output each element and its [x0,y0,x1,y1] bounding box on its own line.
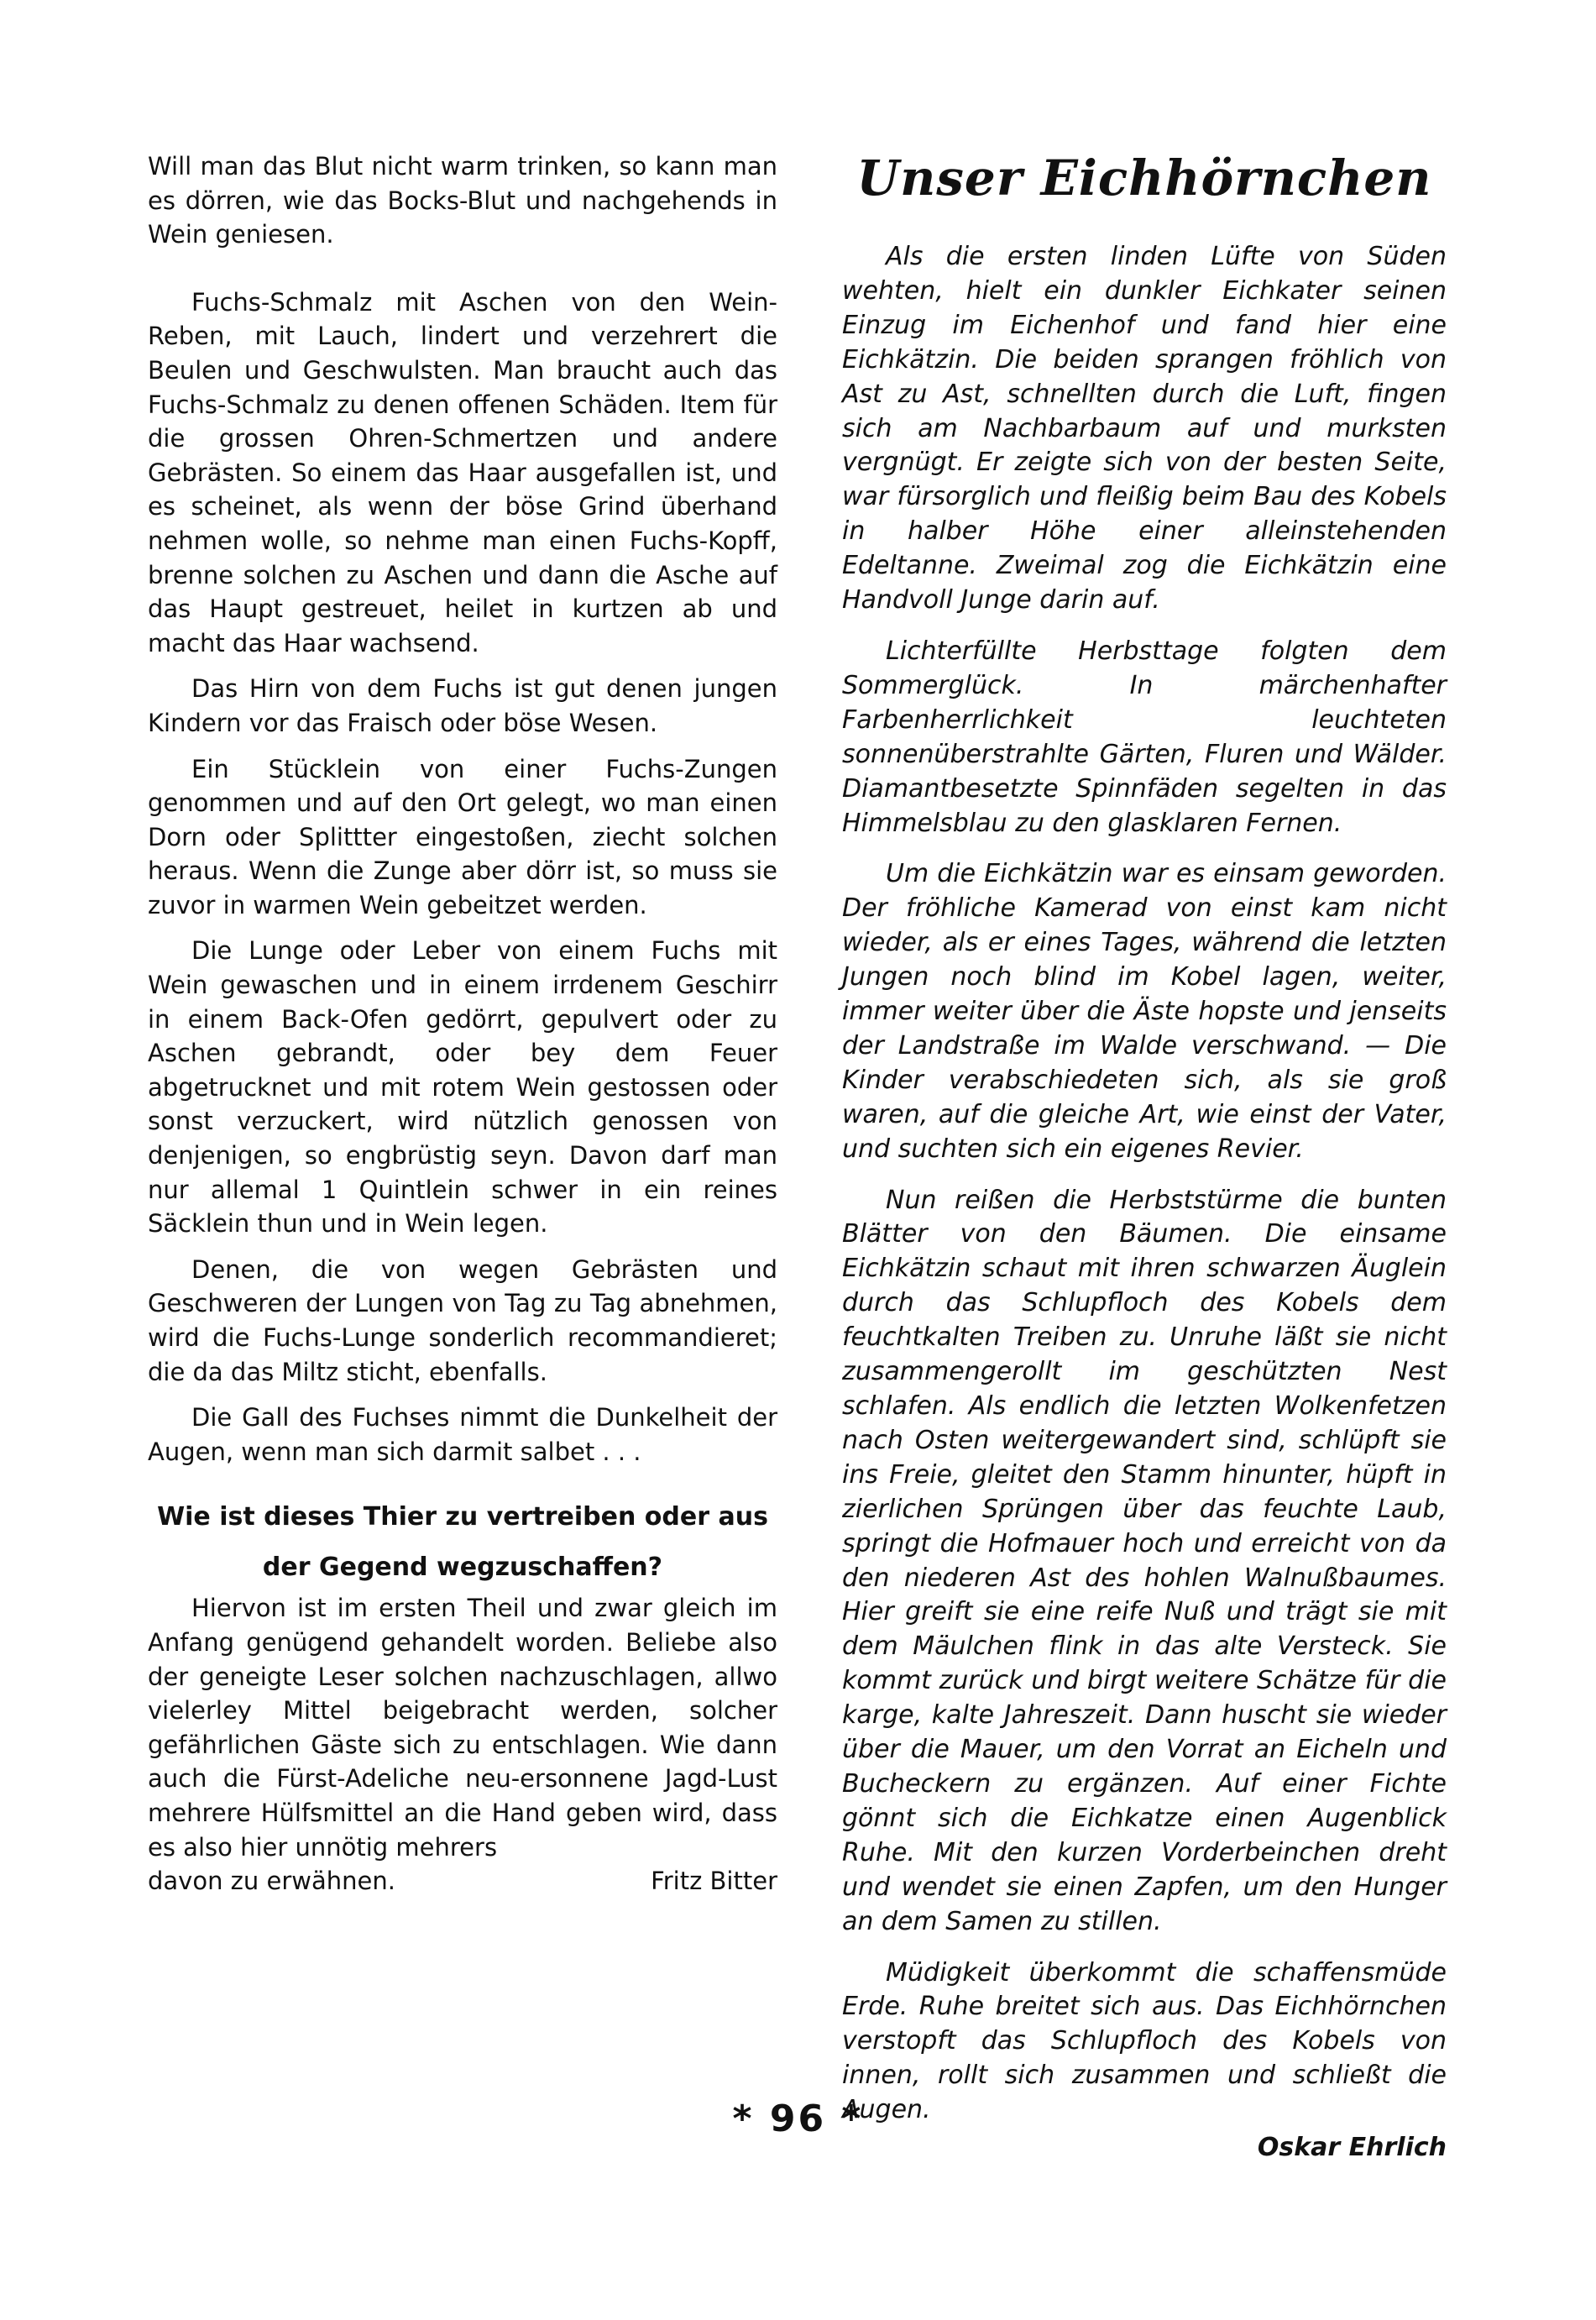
closing-line: davon zu erwähnen. [148,1867,395,1896]
paragraph-rest: Müdigkeit überkommt die schaffensmüde Erde. Ruhe breitet sich aus. Das Eichhörnchen verstopft das Schlupfloch des Kobels von innen, rollt sich zusammen und schließt die Augen. [842,1957,1447,2125]
paragraph-fox-gall: Die Gall des Fuchses nimmt die Dunkelheit der Augen, wenn man sich darmit salbet . . . [148,1403,777,1466]
paragraph-fox-lung-liver: Die Lunge oder Leber von einem Fuchs mit Wein gewaschen und in einem irrdenem Geschirr in einem Back-Ofen gedörrt, gepulvert oder zu Aschen gebrandt, oder bey dem Feuer abgetrucknet und mit rotem Wein gestossen oder sonst verzuckert, wird nützlich genossen von denjenigen, so engbrüstig seyn. Davon darf man nur allemal 1 Quintlein schwer in ein reines Säcklein thun und in Wein legen. [148,936,777,1239]
paragraph-fox-tongue: Ein Stücklein von einer Fuchs-Zungen genommen und auf den Ort gelegt, wo man einen Dorn oder Splittter eingestoßen, ziecht solchen heraus. Wenn die Zunge aber dörr ist, so muss sie zuvor in warmen Wein gebeitzet werden. [148,754,777,919]
paragraph-autumn-days: Lichterfüllte Herbsttage folgten dem Sommerglück. In märchenhafter Farbenherrlichkeit leuchteten sonnenüberstrahlte Gärten, Fluren und Wälder. Diamantbesetzte Spinnfäden segelten in das Himmelsblau zu den glasklaren Fernen. [842,636,1447,838]
signature-row [148,1864,777,1898]
left-column [148,149,777,1898]
paragraph-fox-brain: Das Hirn von dem Fuchs ist gut denen jungen Kindern vor das Fraisch oder böse Wesen. [148,674,777,737]
paragraph-removal: Hiervon ist im ersten Theil und zwar gleich im Anfang genügend gehandelt worden. Beliebe also der geneigte Leser solchen nachzuschlagen, allwo vielerley Mittel beigebracht werden, solcher gefährlichen Gäste sich zu entschlagen. Wie dann auch die Fürst-Adeliche neu-ersonnene Jagd-Lust mehrere Hülfsmittel an die Hand geben wird, dass es also hier unnötig mehrers [148,1594,777,1862]
paragraph-blood: Will man das Blut nicht warm trinken, so kann man es dörren, wie das Bocks-Blut und nachgehends in Wein geniesen. [148,152,777,249]
paragraph-fox-lard: Fuchs-Schmalz mit Aschen von den Wein-Reben, mit Lauch, lindert und verzehrert die Beulen und Geschwulsten. Man braucht auch das Fuchs-Schmalz zu denen offenen Schäden. Item für die grossen Ohren-Schmertzen und andere Gebrästen. So einem das Haar ausgefallen ist, und es scheinet, als wenn der böse Grind überhand nehmen wolle, so nehme man einen Fuchs-Kopff, brenne solchen zu Aschen und dann die Asche auf das Haupt gestreuet, heilet in kurtzen ab und macht das Haar wachsend. [148,287,777,657]
page-number: * 96 * [732,2097,864,2140]
right-column [842,149,1447,2166]
paragraph-loneliness: Um die Eichkätzin war es einsam geworden. Der fröhliche Kamerad von einst kam nicht wieder, als er eines Tages, während die letzten Jungen noch blind im Kobel lagen, weiter, immer weiter über die Äste hopste und jenseits der Landstraße im Walde verschwand. — Die Kinder verabschiedeten sich, als sie groß waren, auf die gleiche Art, wie einst der Vater, und suchten sich ein eigenes Revier. [842,859,1447,1164]
section-heading-line-2: der Gegend wegzuschaffen? [262,1553,663,1583]
paragraph-spring: Als die ersten linden Lüfte von Süden wehten, hielt ein dunkler Eichkater seinen Einzug im Eichenhof und fand hier eine Eichkätzin. Die beiden sprangen fröhlich von Ast zu Ast, schnellten durch die Luft, fingen sich am Nachbarbaum auf und murksten vergnügt. Er zeigte sich von der besten Seite, war fürsorglich und fleißig beim Bau des Kobels in halber Höhe einer alleinstehenden Edeltanne. Zweimal zog die Eichkätzin eine Handvoll Junge darin auf. [842,242,1447,615]
author-oskar-ehrlich: Oskar Ehrlich [1257,2133,1447,2163]
section-heading-line-1: Wie ist dieses Thier zu vertreiben oder aus [157,1502,768,1532]
paragraph-storms: Nun reißen die Herbststürme die bunten Blätter von den Bäumen. Die einsame Eichkätzin schaut mit ihren schwarzen Äuglein durch das Schlupfloch des Kobels dem feuchtkalten Treiben zu. Unruhe läßt sie nicht zusammengerollt im geschützten Nest schlafen. Als endlich die letzten Wolkenfetzen nach Osten weitergewandert sind, schlüpft sie ins Freie, gleitet den Stamm hinunter, hüpft in zierlichen Sprüngen über das feuchte Laub, springt die Hofmauer hoch und erreicht von da den niederen Ast des hohlen Walnußbaumes. Hier greift sie eine reife Nuß und trägt sie mit dem Mäulchen flink in das alte Versteck. Sie kommt zurück und birgt weitere Schätze für die karge, kalte Jahreszeit. Dann huscht sie wieder über die Mauer, um den Vorrat an Eicheln und Bucheckern zu ergänzen. Auf einer Fichte gönnt sich die Eichkatze einen Augenblick Ruhe. Mit den kurzen Vorderbeinchen dreht und wendet sie einen Zapfen, um den Hunger an dem Samen zu stillen. [842,1185,1447,1936]
author-fritz-bitter: Fritz Bitter [651,1867,777,1896]
article-title: Unser Eichhörnchen [856,149,1432,207]
paragraph-lung-remedy: Denen, die von wegen Gebrästen und Geschweren der Lungen von Tag zu Tag abnehmen, wird die Fuchs-Lunge sonderlich recommandieret; die da das Miltz sticht, ebenfalls. [148,1254,777,1386]
